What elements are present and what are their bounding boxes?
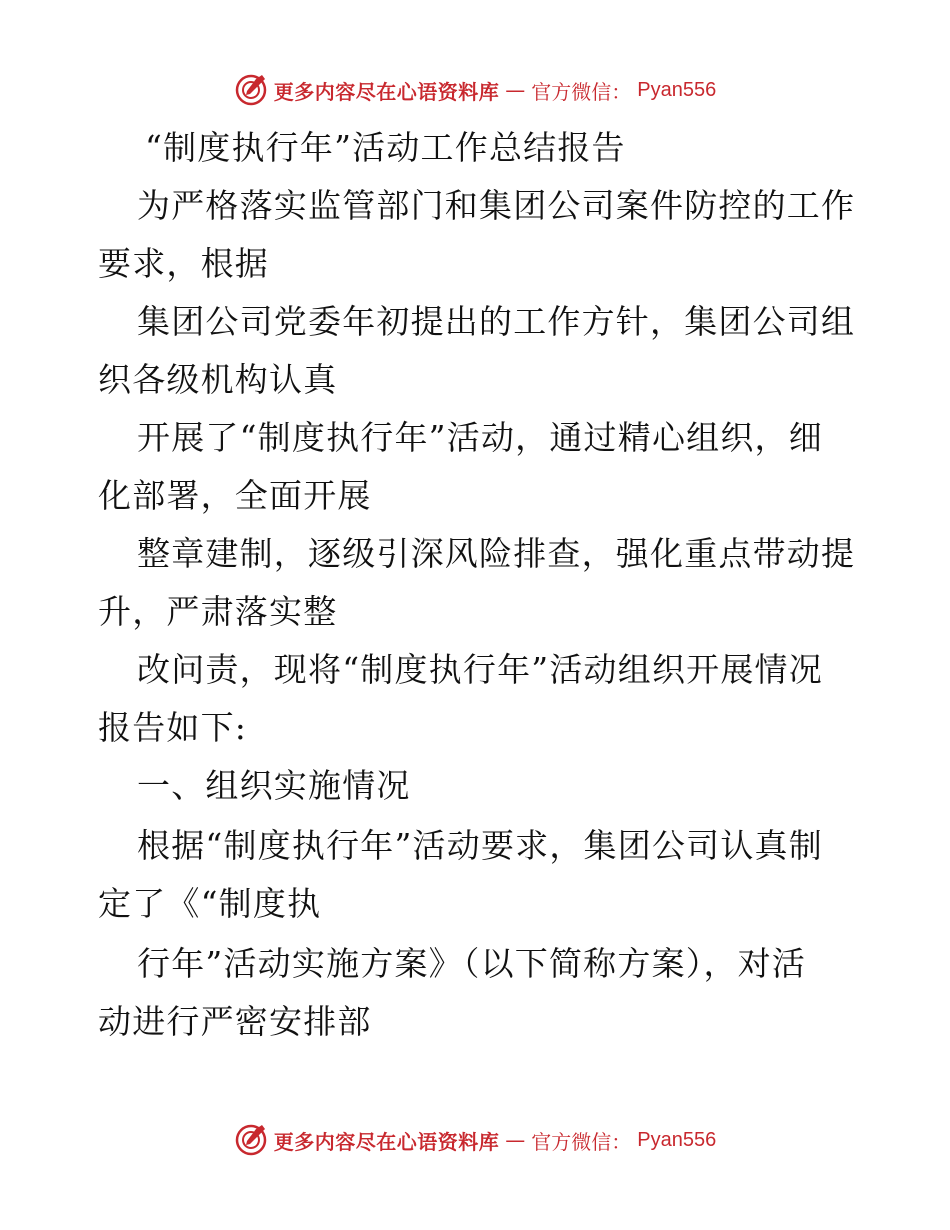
paragraph-line: 行年”活动实施方案》（以下简称方案），对活 bbox=[137, 944, 807, 983]
banner-wechat-id: Pyan556 bbox=[637, 1128, 717, 1151]
paragraph-line: 化部署，全面开展 bbox=[98, 476, 372, 515]
banner-brand: 更多内容尽在心语资料库 bbox=[273, 79, 500, 104]
paragraph-line: 织各级机构认真 bbox=[98, 360, 338, 399]
banner-wechat-label: 官方微信： bbox=[531, 79, 632, 104]
pen-circle-logo-icon bbox=[234, 73, 268, 107]
paragraph-line: 开展了“制度执行年”活动，通过精心组织，细 bbox=[137, 418, 823, 457]
document-title: “制度执行年”活动工作总结报告 bbox=[145, 128, 626, 167]
paragraph-line: 定了《“制度执 bbox=[98, 884, 322, 923]
paragraph-line: 改问责，现将“制度执行年”活动组织开展情况 bbox=[137, 650, 823, 689]
paragraph-line: 动进行严密安排部 bbox=[98, 1002, 372, 1041]
banner-brand: 更多内容尽在心语资料库 bbox=[273, 1129, 500, 1154]
section-heading: 一、组织实施情况 bbox=[137, 766, 411, 805]
banner-wechat-label: 官方微信： bbox=[531, 1129, 632, 1154]
paragraph-line: 升，严肃落实整 bbox=[98, 592, 338, 631]
paragraph-line: 为严格落实监管部门和集团公司案件防控的工作 bbox=[137, 186, 856, 225]
banner-dash: — bbox=[505, 1128, 526, 1152]
banner-wechat-id: Pyan556 bbox=[637, 78, 717, 101]
header-banner bbox=[0, 70, 950, 110]
paragraph-line: 要求，根据 bbox=[98, 244, 269, 283]
paragraph-line: 集团公司党委年初提出的工作方针，集团公司组 bbox=[137, 302, 856, 341]
pen-circle-logo-icon bbox=[234, 1123, 268, 1157]
footer-banner bbox=[0, 1120, 950, 1160]
banner-dash: — bbox=[505, 78, 526, 102]
paragraph-line: 根据“制度执行年”活动要求，集团公司认真制 bbox=[137, 826, 823, 865]
paragraph-line: 报告如下: bbox=[98, 708, 248, 747]
paragraph-line: 整章建制，逐级引深风险排查，强化重点带动提 bbox=[137, 534, 856, 573]
